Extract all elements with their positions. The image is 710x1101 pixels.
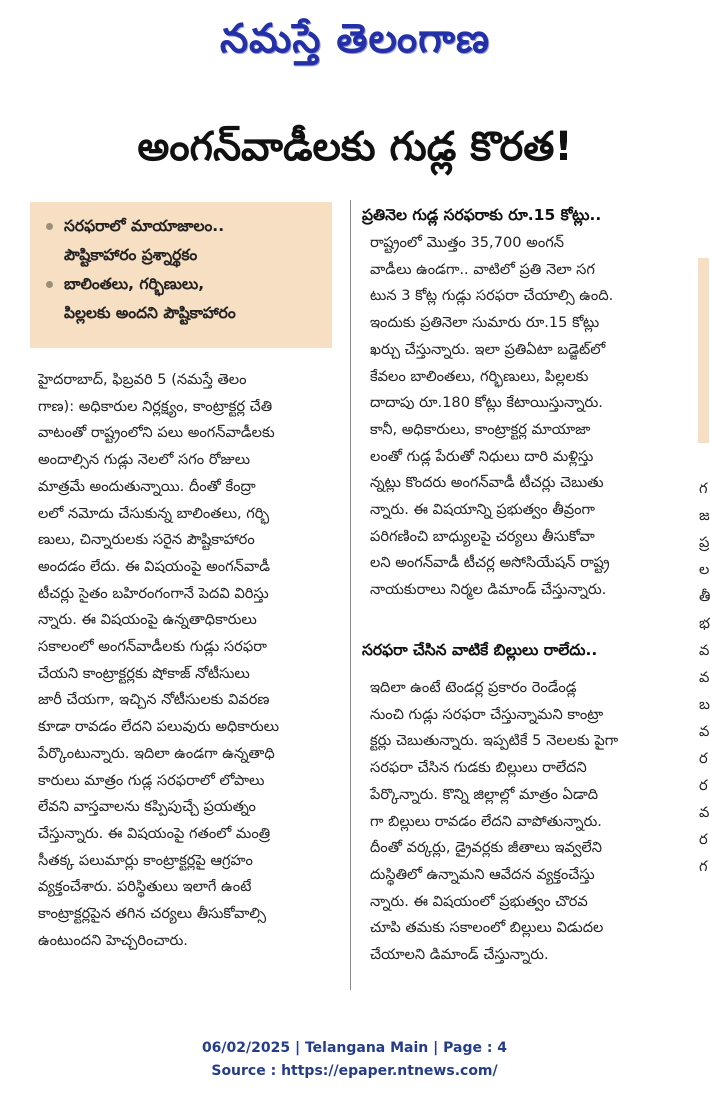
- masthead-logo: నమస్తే తెలంగాణ: [219, 15, 491, 62]
- article-right-column-bottom: [370, 675, 682, 969]
- edge-line: గ: [699, 480, 708, 497]
- article-line: పేర్కొంటున్నారు. ఇదిలా ఉండగా ఉన్నతాధి: [38, 744, 275, 762]
- article-line: వాడీలు ఉండగా.. వాటిలో ప్రతి నెలా సగ: [370, 260, 595, 278]
- article-line: ఖర్చు చేస్తున్నారు. ఇలా ప్రతిఏటా బడ్జెట్‌లో: [370, 340, 606, 358]
- article-line: అందాల్సిన గుడ్లు నెలలో సగం రోజులు: [38, 451, 251, 469]
- article-line: చేస్తున్నారు. ఈ విషయంపై గతంలో మంత్రి: [38, 824, 271, 842]
- footer-source: Source : https://epaper.ntnews.com/: [211, 1063, 498, 1079]
- article-line: న్నారు. ఈ విషయాన్ని ప్రభుత్వం తీవ్రంగా: [370, 501, 595, 519]
- bullet-icon: [46, 281, 53, 288]
- article-line: నాయకురాలు నిర్మల డిమాండ్ చేస్తున్నారు.: [370, 581, 607, 599]
- highlight-line: పౌష్టికాహారం ప్రశ్నార్థకం: [64, 246, 198, 264]
- subheading-monthly-supply: ప్రతినెల గుడ్ల సరఫరాకు రూ.15 కోట్లు..: [362, 206, 602, 224]
- article-right-column-top: [370, 230, 682, 604]
- article-line: సరఫరా చేసిన గుడకు బిల్లులు రాలేదని: [370, 759, 587, 777]
- article-line: గా బిల్లులు రావడం లేదని వాపోతున్నారు.: [370, 812, 602, 830]
- article-line: కేవలం బాలింతలు, గర్భిణులు, పిల్లలకు: [370, 367, 589, 385]
- article-line: దుస్థితిలో ఉన్నామని ఆవేదన వ్యక్తంచేస్తు: [370, 865, 595, 883]
- edge-line: ర: [699, 831, 708, 848]
- highlight-line: బాలింతలు, గర్భిణులు,: [64, 275, 205, 293]
- article-line: చేయని కాంట్రాక్టర్లకు షోకాజ్ నోటీసులు: [38, 664, 250, 682]
- edge-line: గ: [699, 858, 708, 875]
- article-line: సకాలంలో అంగన్‌వాడీలకు గుడ్లు సరఫరా: [38, 638, 267, 656]
- article-line: సీతక్క పలుమార్లు కాంట్రాక్టర్లపై ఆగ్రహం: [38, 851, 253, 869]
- subheading-bills-pending: సరఫరా చేసిన వాటికే బిల్లులు రాలేదు..: [362, 641, 598, 659]
- article-line: చేయాలని డిమాండ్ చేస్తున్నారు.: [370, 946, 549, 964]
- highlights-box: [30, 202, 332, 348]
- article-line: లంతో గుడ్ల పేరుతో నిధులు దారి మళ్లిస్తు: [370, 447, 594, 465]
- article-line: పరిగణించి బాధ్యులపై చర్యలు తీసుకోవా: [370, 527, 595, 545]
- adjacent-article-edge-text: [699, 475, 709, 880]
- edge-line: ర: [699, 750, 708, 767]
- edge-line: వ: [699, 804, 710, 821]
- bullet-icon: [46, 223, 53, 230]
- article-line: న్నట్లు కొందరు అంగన్‌వాడీ టీచర్లు చెబుతు: [370, 474, 604, 492]
- edge-line: ర: [699, 777, 708, 794]
- article-line: అందడం లేదు. ఈ విషయంపై అంగన్‌వాడీ: [38, 557, 271, 575]
- article-line: వాటంతో రాష్ట్రంలోని పలు అంగన్‌వాడీలకు: [38, 424, 275, 442]
- edge-line: జ: [699, 507, 710, 524]
- edge-line: తీ: [699, 588, 710, 605]
- highlight-item: [46, 270, 320, 328]
- article-line: దాదాపు రూ.180 కోట్లు కేటాయిస్తున్నారు.: [370, 394, 603, 412]
- article-line: హైదరాబాద్, ఫిబ్రవరి 5 (నమస్తే తెలం: [38, 371, 247, 388]
- article-line: రాష్ట్రంలో మొత్తం 35,700 అంగన్: [370, 234, 565, 251]
- footer-page-info: 06/02/2025 | Telangana Main | Page : 4: [201, 1040, 508, 1056]
- article-line: టీచర్లు సైతం బహిరంగంగానే పెదవి విరిస్తు: [38, 584, 269, 602]
- article-line: ఇదిలా ఉంటే టెండర్ల ప్రకారం రెండేండ్ల: [370, 679, 577, 696]
- article-line: దీంతో వర్కర్లు, డ్రైవర్లకు జీతాలు ఇవ్వలేని: [370, 839, 602, 857]
- edge-line: ల: [699, 561, 710, 578]
- edge-line: బ: [699, 696, 710, 713]
- headline: అంగన్‌వాడీలకు గుడ్ల కొరత!: [137, 124, 573, 170]
- article-line: గాణ): అధికారుల నిర్లక్ష్యం, కాంట్రాక్టర్ల చేతి: [38, 397, 273, 415]
- article-line: కానీ, అధికారులు, కాంట్రాక్టర్ల మాయాజా: [370, 420, 591, 438]
- article-line: న్నారు. ఈ విషయంలో ప్రభుత్వం చొరవ: [370, 892, 588, 910]
- article-left-column: [38, 367, 338, 954]
- edge-line: భ: [699, 615, 710, 632]
- article-line: చూపి తమకు సకాలంలో బిల్లులు విడుదల: [370, 919, 604, 937]
- adjacent-article-box-edge: [698, 258, 709, 443]
- article-line: కాంట్రాక్టర్లపైన తగిన చర్యలు తీసుకోవాల్సి: [38, 905, 267, 923]
- article-line: ఉంటుందని హెచ్చరించారు.: [38, 931, 188, 949]
- article-line: కూడా రావడం లేదని పలువురు అధికారులు: [38, 718, 280, 736]
- highlight-item: [46, 212, 320, 270]
- article-line: వ్యక్తంచేశారు. పరిస్థితులు ఇలాగే ఉంటే: [38, 878, 252, 896]
- article-line: న్నారు. ఈ విషయంపై ఉన్నతాధికారులు: [38, 611, 257, 629]
- article-line: ణులు, చిన్నారులకు సరైన పౌష్టికాహారం: [38, 531, 255, 549]
- highlight-line: పిల్లలకు అందని పౌష్టికాహారం: [64, 304, 236, 322]
- article-line: ఇందుకు ప్రతినెలా సుమారు రూ.15 కోట్లు: [370, 314, 600, 332]
- column-divider: [350, 200, 351, 990]
- article-line: జారీ చేయగా, ఇచ్చిన నోటీసులకు వివరణ: [38, 691, 270, 709]
- edge-line: వ: [699, 669, 710, 686]
- article-line: టున 3 కోట్ల గుడ్లు సరఫరా చేయాల్సి ఉంది.: [370, 287, 614, 305]
- article-line: లేవని వాస్తవాలను కప్పిపుచ్చే ప్రయత్నం: [38, 798, 256, 816]
- article-line: క్టర్లు చెబుతున్నారు. ఇప్పటికే 5 నెలలకు పైగా: [370, 732, 619, 750]
- article-line: లలో నమోదు చేసుకున్న బాలింతలు, గర్భి: [38, 504, 270, 522]
- article-line: లని అంగన్‌వాడీ టీచర్ల అసోసియేషన్ రాష్ట్ర: [370, 554, 610, 572]
- edge-line: ప్ర: [699, 534, 710, 551]
- edge-line: వ: [699, 723, 710, 740]
- article-line: నుంచి గుడ్లు సరఫరా చేస్తున్నామని కాంట్రా: [370, 705, 604, 723]
- edge-line: వ: [699, 642, 710, 659]
- article-line: కారులు మాత్రం గుడ్ల సరఫరాలో లోపాలు: [38, 771, 265, 789]
- highlight-line: సరఫరాలో మాయాజాలం..: [64, 217, 225, 235]
- article-line: పేర్కొన్నారు. కొన్ని జిల్లాల్లో మాత్రం ఏడాది: [370, 785, 599, 803]
- article-line: మాత్రమే అందుతున్నాయి. దీంతో కేంద్రా: [38, 477, 256, 495]
